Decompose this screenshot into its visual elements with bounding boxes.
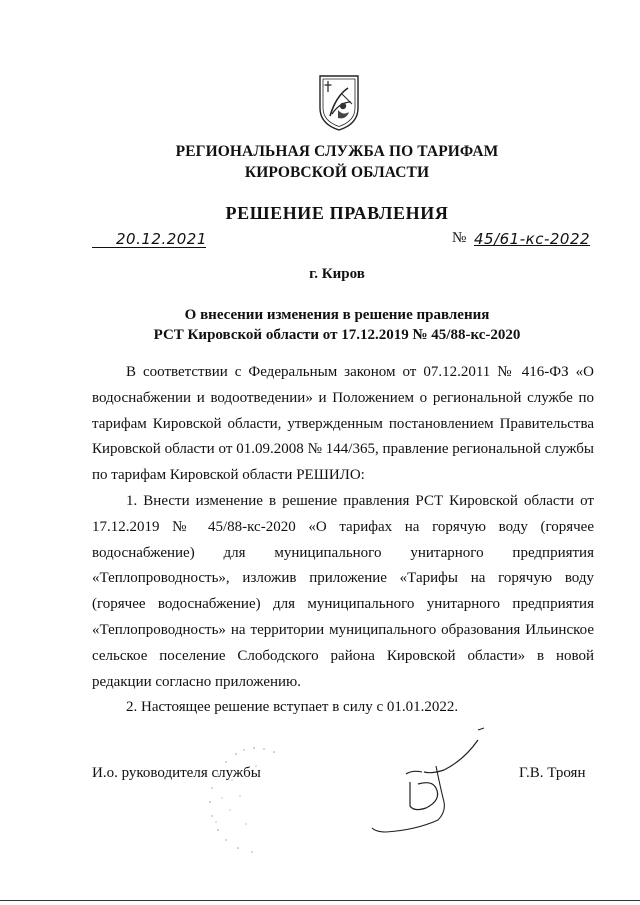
date-underline xyxy=(92,247,206,248)
preamble-paragraph: В соответствии с Федеральным законом от 07.12.2011 № 416-ФЗ «О водоснабжении и водоотведении» и Положением о региональной службе по тарифам Кировской области, утвержденным постановлением Правительства Кировской области от 01.09.2008 № 144/365, правление региональной службы по тарифам Кировской области РЕШИЛО: xyxy=(92,364,594,484)
number-handwritten: 45/61-кс-2022 xyxy=(474,230,591,248)
signer-role: И.о. руководителя службы xyxy=(92,765,261,781)
coat-of-arms-icon xyxy=(316,72,362,134)
stamp-icon xyxy=(196,740,326,860)
number-sign: № xyxy=(452,230,467,246)
subject-line1: О внесении изменения в решение правления xyxy=(184,307,490,323)
city-name: г. Киров xyxy=(309,266,365,282)
org-name-line2: КИРОВСКОЙ ОБЛАСТИ xyxy=(244,164,430,181)
decision-body xyxy=(92,360,594,721)
subject-line2: РСТ Кировской области от 17.12.2019 № 45/88-кс-2020 xyxy=(153,327,521,343)
handwritten-signature-icon xyxy=(366,726,506,836)
document-date xyxy=(92,229,206,251)
page-bottom-edge xyxy=(0,900,640,901)
item-2-paragraph: 2. Настоящее решение вступает в силу с 01.01.2022. xyxy=(126,699,459,716)
org-name-line1: РЕГИОНАЛЬНАЯ СЛУЖБА ПО ТАРИФАМ xyxy=(175,143,499,160)
document-type-title: РЕШЕНИЕ ПРАВЛЕНИЯ xyxy=(225,203,449,223)
document-number xyxy=(452,229,602,251)
item-1-paragraph: 1. Внести изменение в решение правления РСТ Кировской области от 17.12.2019 № 45/88-кс-2020 «О тарифах на горячую воду (горячее водоснабжение) для муниципального унитарного предприятия «Теплопроводность», изложив приложение «Тарифы на горячую воду (горячее водоснабжение) для муниципального унитарного предприятия «Теплопроводность» на территории муниципального образования Ильинское сельское поселение Слободского района Кировской области» в новой редакции согласно приложению. xyxy=(92,492,594,690)
signer-name: Г.В. Троян xyxy=(519,765,586,781)
date-handwritten: 20.12.2021 xyxy=(116,230,207,248)
